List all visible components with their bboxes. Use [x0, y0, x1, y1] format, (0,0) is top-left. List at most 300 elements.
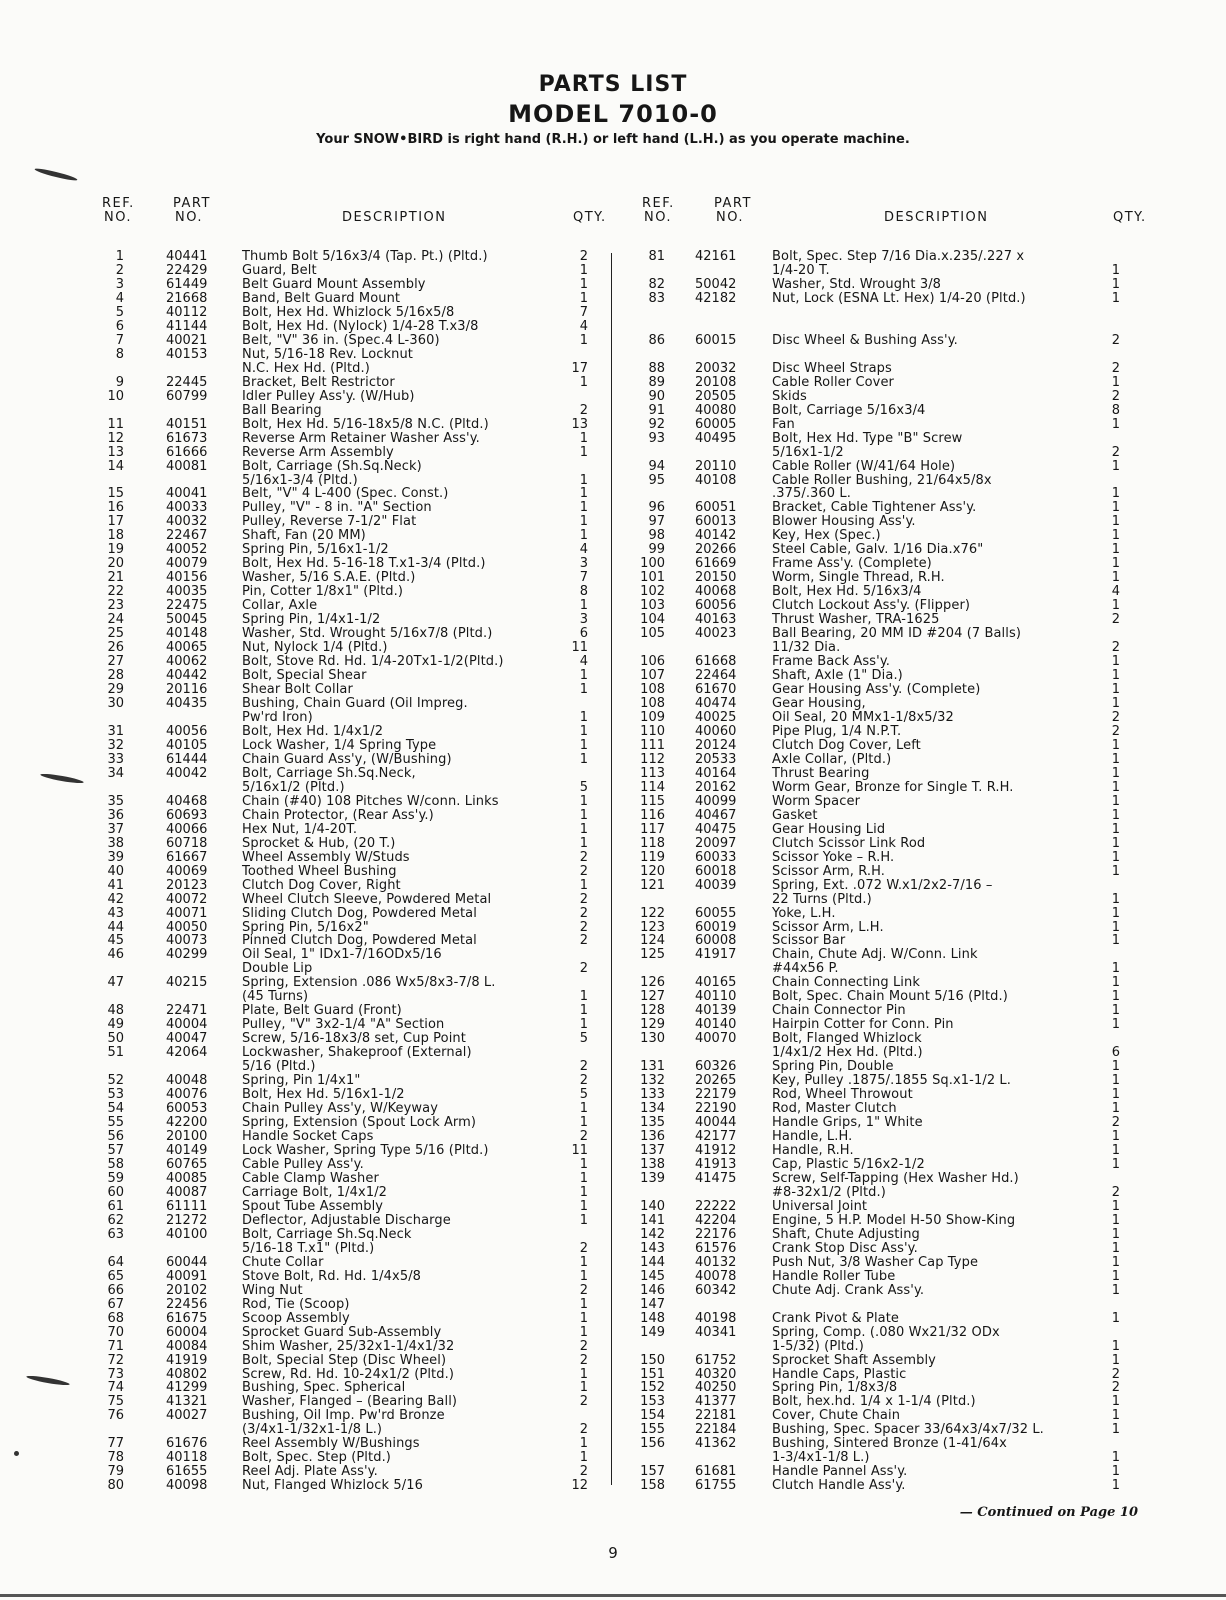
qty-cell: 1: [579, 598, 588, 614]
table-row: [637, 1298, 1137, 1312]
part-number-cell: 60765: [166, 1156, 208, 1172]
qty-cell: 2: [579, 1422, 588, 1438]
table-row: [637, 1172, 1137, 1186]
ref-cell: 12: [107, 430, 124, 446]
parts-table-left: [96, 250, 606, 1493]
table-row: [96, 1074, 606, 1088]
description-cell: Reel Adj. Plate Ass'y.: [242, 1464, 378, 1480]
description-cell: Bolt, Hex Hd. 1/4x1/2: [242, 723, 384, 739]
ref-cell: 55: [107, 1115, 124, 1131]
table-row: [637, 921, 1137, 935]
ref-cell: 44: [107, 919, 124, 935]
table-row: [96, 1242, 606, 1256]
ref-cell: 68: [107, 1310, 124, 1326]
table-row: [96, 1451, 606, 1465]
ref-cell: 125: [640, 947, 665, 963]
part-number-cell: 22429: [166, 262, 208, 278]
ref-cell: 98: [648, 528, 665, 544]
description-cell: Skids: [772, 388, 807, 404]
ref-cell: 35: [107, 793, 124, 809]
ref-cell: 145: [640, 1268, 665, 1284]
table-row: [637, 851, 1137, 865]
table-row: [96, 1228, 606, 1242]
part-number-cell: 40062: [166, 654, 208, 670]
table-row: [96, 893, 606, 907]
description-cell: Handle, L.H.: [772, 1129, 853, 1145]
part-number-cell: 40341: [695, 1324, 737, 1340]
ref-cell: 31: [107, 723, 124, 739]
table-row: [637, 655, 1137, 669]
description-cell: Washer, Flanged – (Bearing Ball): [242, 1394, 458, 1410]
table-row: [96, 1214, 606, 1228]
description-cell: Cable Roller (W/41/64 Hole): [772, 458, 956, 474]
qty-cell: 7: [579, 304, 588, 320]
ref-cell: 1: [115, 249, 124, 264]
description-cell: Bolt, Hex Hd. (Nylock) 1/4-28 T.x3/8: [242, 318, 479, 334]
qty-cell: 1: [1111, 486, 1120, 502]
ref-cell: 110: [640, 723, 665, 739]
qty-cell: 2: [1111, 1184, 1120, 1200]
table-row: [96, 278, 606, 292]
table-row: [637, 934, 1137, 948]
ref-cell: 99: [648, 542, 665, 558]
description-cell: 5/16x1/2 (Pltd.): [242, 779, 345, 795]
description-cell: Disc Wheel & Bushing Ass'y.: [772, 332, 958, 348]
part-number-cell: 22464: [695, 668, 737, 684]
table-row: [637, 767, 1137, 781]
qty-cell: 1: [1111, 290, 1120, 306]
qty-cell: 1: [1111, 1408, 1120, 1424]
description-cell: Nut, 5/16-18 Rev. Locknut: [242, 346, 413, 362]
ref-cell: 49: [107, 1017, 124, 1033]
ref-cell: 91: [648, 402, 665, 418]
qty-cell: 1: [1111, 276, 1120, 292]
description-cell: Chain Protector, (Rear Ass'y.): [242, 807, 434, 823]
qty-cell: 1: [579, 1324, 588, 1340]
description-cell: (3/4x1-1/32x1-1/8 L.): [242, 1422, 383, 1438]
qty-cell: 8: [1111, 402, 1120, 418]
table-row: [96, 585, 606, 599]
qty-cell: 2: [1111, 1366, 1120, 1382]
table-row: [637, 362, 1137, 376]
table-row: [637, 976, 1137, 990]
table-row: [637, 1116, 1137, 1130]
part-number-cell: 40087: [166, 1184, 208, 1200]
qty-cell: 1: [1111, 1478, 1120, 1494]
qty-cell: 1: [579, 472, 588, 488]
part-number-cell: 40068: [695, 584, 737, 600]
ref-cell: 103: [640, 598, 665, 614]
description-cell: Stove Bolt, Rd. Hd. 1/4x5/8: [242, 1268, 422, 1284]
table-row: [96, 795, 606, 809]
ref-cell: 8: [115, 346, 124, 362]
ref-cell: 111: [640, 737, 665, 753]
qty-cell: 5: [579, 1087, 588, 1103]
part-number-cell: 20162: [695, 779, 737, 795]
description-cell: Oil Seal, 20 MMx1-1/8x5/32: [772, 709, 954, 725]
qty-cell: 1: [579, 1212, 588, 1228]
table-row: [637, 1186, 1137, 1200]
ref-cell: 24: [107, 612, 124, 628]
qty-cell: 1: [1111, 975, 1120, 991]
part-number-cell: 40100: [166, 1226, 208, 1242]
table-row: [96, 921, 606, 935]
qty-cell: 2: [1111, 709, 1120, 725]
part-number-cell: 40041: [166, 486, 208, 502]
description-cell: Bushing, Oil Imp. Pw'rd Bronze: [242, 1408, 445, 1424]
table-row: [637, 487, 1137, 501]
ref-cell: 77: [107, 1436, 124, 1452]
ref-cell: 41: [107, 877, 124, 893]
ref-cell: 156: [640, 1436, 665, 1452]
part-number-cell: 60015: [695, 332, 737, 348]
description-cell: (45 Turns): [242, 989, 309, 1005]
ref-cell: 6: [115, 318, 124, 334]
part-number-cell: 40025: [695, 709, 737, 725]
description-cell: Frame Back Ass'y.: [772, 654, 891, 670]
qty-cell: 1: [579, 500, 588, 516]
part-number-cell: 61668: [695, 654, 737, 670]
description-cell: Chain Connector Pin: [772, 1003, 906, 1019]
description-cell: Pw'rd Iron): [242, 709, 313, 725]
description-cell: Spring, Ext. .072 W.x1/2x2-7/16 –: [772, 877, 993, 893]
part-number-cell: 61670: [695, 682, 737, 698]
part-number-cell: 40250: [695, 1380, 737, 1396]
part-number-cell: 40442: [166, 668, 208, 684]
part-number-cell: 40079: [166, 556, 208, 572]
description-cell: 1-5/32) (Pltd.): [772, 1338, 864, 1354]
description-cell: Push Nut, 3/8 Washer Cap Type: [772, 1254, 979, 1270]
table-row: [637, 809, 1137, 823]
table-row: [637, 320, 1137, 334]
ref-cell: 71: [107, 1338, 124, 1354]
ref-cell: 119: [640, 849, 665, 865]
part-number-cell: 61673: [166, 430, 208, 446]
qty-cell: 1: [1111, 1087, 1120, 1103]
part-number-cell: 40048: [166, 1073, 208, 1089]
qty-cell: 1: [579, 1156, 588, 1172]
part-number-cell: 60004: [166, 1324, 208, 1340]
description-cell: Gear Housing Lid: [772, 821, 886, 837]
qty-cell: 1: [1111, 458, 1120, 474]
qty-cell: 1: [579, 1017, 588, 1033]
qty-cell: 1: [579, 1436, 588, 1452]
table-row: [96, 1354, 606, 1368]
ref-cell: 3: [115, 276, 124, 292]
qty-cell: 4: [579, 542, 588, 558]
part-number-cell: 42182: [695, 290, 737, 306]
table-row: [637, 1130, 1137, 1144]
qty-cell: 2: [579, 1352, 588, 1368]
scan-mark: [26, 1374, 70, 1387]
ref-cell: 15: [107, 486, 124, 502]
ref-cell: 146: [640, 1282, 665, 1298]
part-number-cell: 20032: [695, 360, 737, 376]
qty-cell: 1: [1111, 737, 1120, 753]
description-cell: Pinned Clutch Dog, Powdered Metal: [242, 933, 477, 949]
table-row: [637, 1060, 1137, 1074]
qty-cell: 1: [579, 821, 588, 837]
qty-cell: 3: [579, 556, 588, 572]
table-row: [637, 557, 1137, 571]
description-cell: Bushing, Spec. Spacer 33/64x3/4x7/32 L.: [772, 1422, 1044, 1438]
description-cell: Screw, 5/16-18x3/8 set, Cup Point: [242, 1031, 466, 1047]
table-row: [637, 376, 1137, 390]
table-row: [96, 934, 606, 948]
qty-cell: 1: [579, 1366, 588, 1382]
description-cell: Key, Pulley .1875/.1855 Sq.x1-1/2 L.: [772, 1073, 1011, 1089]
description-cell: 1/4-20 T.: [772, 262, 830, 278]
part-number-cell: 40164: [695, 765, 737, 781]
table-row: [96, 501, 606, 515]
table-row: [637, 725, 1137, 739]
table-row: [96, 306, 606, 320]
description-cell: Bolt, Hex Hd. Whizlock 5/16x5/8: [242, 304, 455, 320]
description-cell: Scoop Assembly: [242, 1310, 350, 1326]
part-number-cell: 22471: [166, 1003, 208, 1019]
qty-cell: 1: [579, 723, 588, 739]
part-number-cell: 61655: [166, 1464, 208, 1480]
description-cell: Belt, "V" 4 L-400 (Spec. Const.): [242, 486, 449, 502]
table-row: [96, 362, 606, 376]
description-cell: Spout Tube Assembly: [242, 1198, 384, 1214]
table-row: [96, 1032, 606, 1046]
table-row: [96, 1270, 606, 1284]
part-number-cell: 40047: [166, 1031, 208, 1047]
part-number-cell: 61755: [695, 1478, 737, 1494]
qty-cell: 1: [579, 1254, 588, 1270]
part-number-cell: 40027: [166, 1408, 208, 1424]
ref-cell: 96: [648, 500, 665, 516]
table-row: [96, 487, 606, 501]
ref-cell: 116: [640, 807, 665, 823]
description-cell: Deflector, Adjustable Discharge: [242, 1212, 451, 1228]
description-cell: Bolt, Hex Hd. 5/16-18x5/8 N.C. (Pltd.): [242, 416, 489, 432]
description-cell: Crank Pivot & Plate: [772, 1310, 900, 1326]
qty-cell: 1: [579, 793, 588, 809]
qty-cell: 1: [579, 1268, 588, 1284]
ref-cell: 7: [115, 332, 124, 348]
table-row: [637, 697, 1137, 711]
table-row: [637, 446, 1137, 460]
table-row: [96, 1465, 606, 1479]
ref-cell: 154: [640, 1408, 665, 1424]
qty-cell: 1: [1111, 891, 1120, 907]
description-cell: Hairpin Cotter for Conn. Pin: [772, 1017, 954, 1033]
table-row: [637, 1381, 1137, 1395]
part-number-cell: 40066: [166, 821, 208, 837]
ref-cell: 48: [107, 1003, 124, 1019]
part-number-cell: 41321: [166, 1394, 208, 1410]
description-cell: Bolt, Carriage Sh.Sq.Neck,: [242, 765, 416, 781]
description-cell: Rod, Master Clutch: [772, 1101, 897, 1117]
ref-cell: 80: [107, 1478, 124, 1494]
ref-cell: 51: [107, 1045, 124, 1061]
description-cell: Shaft, Axle (1" Dia.): [772, 668, 903, 684]
description-cell: #44x56 P.: [772, 961, 839, 977]
part-number-cell: 61444: [166, 751, 208, 767]
ref-cell: 113: [640, 765, 665, 781]
description-header: DESCRIPTION: [342, 210, 447, 225]
description-cell: .375/.360 L.: [772, 486, 851, 502]
table-row: [637, 1144, 1137, 1158]
part-number-cell: 20505: [695, 388, 737, 404]
qty-cell: 17: [571, 360, 588, 376]
description-cell: Reverse Arm Retainer Washer Ass'y.: [242, 430, 480, 446]
table-row: [96, 837, 606, 851]
ref-cell: 137: [640, 1143, 665, 1158]
qty-cell: 1: [579, 807, 588, 823]
table-row: [96, 460, 606, 474]
ref-cell: 27: [107, 654, 124, 670]
ref-cell: 74: [107, 1380, 124, 1396]
description-cell: Bushing, Chain Guard (Oil Impreg.: [242, 696, 468, 711]
qty-cell: 1: [579, 1003, 588, 1019]
ref-cell: 39: [107, 849, 124, 865]
table-row: [637, 669, 1137, 683]
description-cell: Bushing, Sintered Bronze (1-41/64x: [772, 1436, 1007, 1452]
table-row: [96, 432, 606, 446]
qty-cell: 1: [1111, 682, 1120, 698]
ref-cell: 2: [115, 262, 124, 278]
table-row: [96, 851, 606, 865]
ref-cell: 29: [107, 682, 124, 698]
ref-cell: 132: [640, 1073, 665, 1089]
ref-cell: 97: [648, 514, 665, 530]
table-row: [96, 1340, 606, 1354]
ref-cell: 46: [107, 947, 124, 963]
table-row: [637, 460, 1137, 474]
table-row: [96, 543, 606, 557]
part-number-cell: 40112: [166, 304, 208, 320]
ref-cell: 112: [640, 751, 665, 767]
description-cell: Wheel Assembly W/Studs: [242, 849, 410, 865]
table-row: [637, 529, 1137, 543]
table-row: [637, 683, 1137, 697]
table-row: [637, 879, 1137, 893]
qty-cell: 1: [1111, 793, 1120, 809]
ref-cell: 114: [640, 779, 665, 795]
ref-header: REF. NO.: [102, 196, 135, 225]
table-row: [96, 250, 606, 264]
table-row: [96, 1088, 606, 1102]
ref-cell: 138: [640, 1156, 665, 1172]
qty-cell: 1: [579, 528, 588, 544]
table-row: [637, 1074, 1137, 1088]
description-cell: Spring Pin, 1/4x1-1/2: [242, 612, 381, 628]
table-row: [96, 1423, 606, 1437]
qty-cell: 1: [579, 835, 588, 851]
qty-cell: 1: [1111, 751, 1120, 767]
table-row: [637, 1200, 1137, 1214]
ref-cell: 18: [107, 528, 124, 544]
qty-cell: 2: [579, 863, 588, 879]
qty-cell: 1: [579, 668, 588, 684]
qty-cell: 1: [579, 1296, 588, 1312]
table-row: [637, 1214, 1137, 1228]
table-row: [637, 1368, 1137, 1382]
part-number-cell: 20102: [166, 1282, 208, 1298]
part-number-cell: 42064: [166, 1045, 208, 1061]
table-row: [637, 278, 1137, 292]
table-row: [96, 1046, 606, 1060]
table-row: [96, 376, 606, 390]
ref-cell: 88: [648, 360, 665, 376]
description-cell: 5/16x1-3/4 (Pltd.): [242, 472, 358, 488]
part-number-cell: 20116: [166, 682, 208, 698]
description-cell: Handle, R.H.: [772, 1143, 854, 1158]
description-cell: Yoke, L.H.: [772, 905, 836, 921]
ref-cell: 37: [107, 821, 124, 837]
description-cell: Pulley, "V" - 8 in. "A" Section: [242, 500, 432, 516]
description-cell: Scissor Arm, L.H.: [772, 919, 884, 935]
ref-cell: 16: [107, 500, 124, 516]
qty-cell: 1: [579, 262, 588, 278]
ref-cell: 43: [107, 905, 124, 921]
description-cell: Lockwasher, Shakeproof (External): [242, 1045, 472, 1061]
continued-note: — Continued on Page 10: [959, 1505, 1138, 1520]
description-cell: Double Lip: [242, 961, 313, 977]
qty-cell: 1: [1111, 779, 1120, 795]
description-cell: Gear Housing,: [772, 696, 866, 711]
table-row: [96, 557, 606, 571]
description-cell: Scissor Arm, R.H.: [772, 863, 886, 879]
table-row: [637, 501, 1137, 515]
ref-cell: 30: [107, 696, 124, 711]
ref-cell: 63: [107, 1226, 124, 1242]
table-row: [96, 725, 606, 739]
table-row: [96, 292, 606, 306]
table-row: [637, 571, 1137, 585]
ref-cell: 4: [115, 290, 124, 306]
description-cell: Fan: [772, 416, 795, 432]
part-number-cell: 40165: [695, 975, 737, 991]
qty-cell: 1: [579, 682, 588, 698]
table-row: [96, 1312, 606, 1326]
ref-cell: 155: [640, 1422, 665, 1438]
part-number-cell: 22181: [695, 1408, 737, 1424]
qty-cell: 1: [1111, 1198, 1120, 1214]
qty-cell: 1: [1111, 1003, 1120, 1019]
description-cell: Spring, Pin 1/4x1": [242, 1073, 361, 1089]
description-cell: Spring Pin, Double: [772, 1059, 894, 1075]
description-cell: N.C. Hex Hd. (Pltd.): [242, 360, 370, 376]
table-row: [637, 1270, 1137, 1284]
ref-cell: 136: [640, 1129, 665, 1145]
part-number-cell: 61676: [166, 1436, 208, 1452]
table-row: [96, 1116, 606, 1130]
qty-cell: 1: [1111, 262, 1120, 278]
part-number-cell: 60013: [695, 514, 737, 530]
ref-cell: 135: [640, 1115, 665, 1131]
part-number-cell: 22445: [166, 374, 208, 390]
part-number-cell: 60326: [695, 1059, 737, 1075]
qty-cell: 2: [579, 933, 588, 949]
description-cell: Handle Roller Tube: [772, 1268, 896, 1284]
ref-cell: 13: [107, 444, 124, 460]
ref-cell: 11: [107, 416, 124, 432]
qty-cell: 2: [1111, 444, 1120, 460]
part-number-cell: 40441: [166, 249, 208, 264]
table-row: [637, 418, 1137, 432]
table-row: [96, 1018, 606, 1032]
description-cell: Carriage Bolt, 1/4x1/2: [242, 1184, 388, 1200]
table-row: [96, 1158, 606, 1172]
ref-cell: 81: [648, 249, 665, 264]
table-row: [637, 1242, 1137, 1256]
table-row: [637, 1479, 1137, 1493]
qty-cell: 1: [579, 276, 588, 292]
